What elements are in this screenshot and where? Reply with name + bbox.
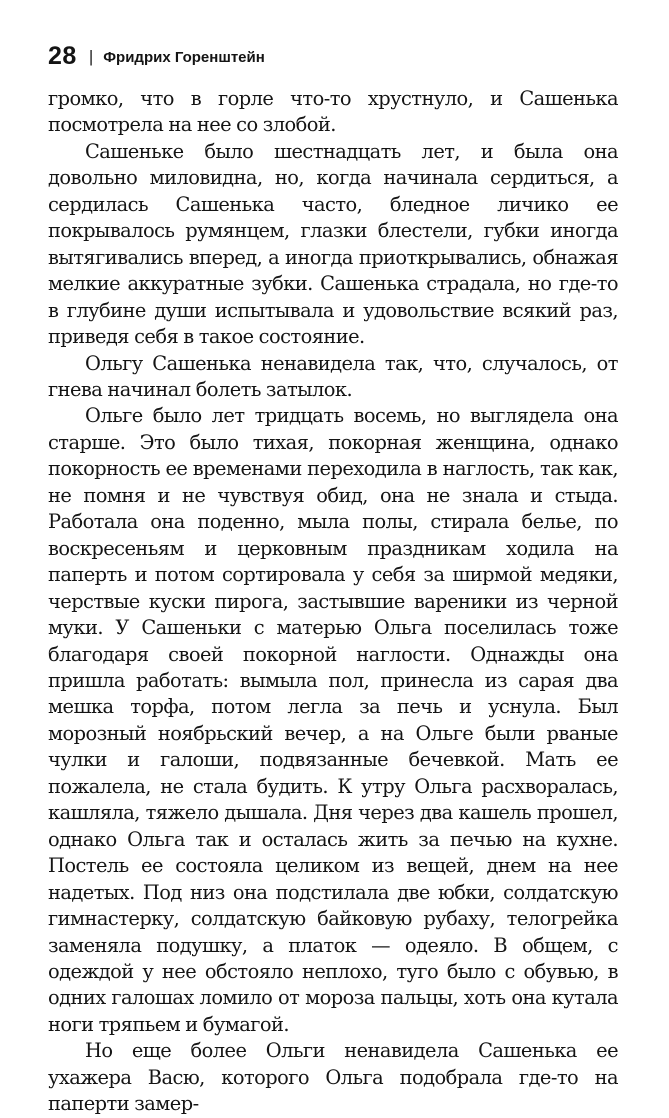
page-number: 28 xyxy=(48,42,77,70)
page-header xyxy=(48,42,265,76)
header-separator: | xyxy=(88,47,94,66)
paragraph: Ольгу Сашенька ненавидела так, что, случалось, от гнева начинал болеть затылок. xyxy=(48,351,618,401)
paragraph: Но еще более Ольги ненавидела Сашенька ее ухажера Васю, которого Ольга подобрала где-то на паперти замер- xyxy=(48,1039,618,1116)
paragraph-continuation: громко, что в горле что-то хрустнуло, и Сашенька посмотрела на нее со злобой. xyxy=(48,87,618,137)
paragraph: Ольге было лет тридцать восемь, но выглядела она старше. Это было тихая, покорная женщина, однако покорность ее временами переходила в наглость, так как, не помня и не чувствуя обид, она не знала и стыда. Работала она поденно, мыла полы, стирала белье, по воскресеньям и церковным праздникам ходила на паперть и потом сортировала у себя за ширмой медяки, черствые куски пирога, застывшие вареники из черной муки. У Сашеньки с матерью Ольга поселилась тоже благодаря своей покорной наглости. Однажды она пришла работать: вымыла пол, принесла из сарая два мешка торфа, потом легла за печь и уснула. Был морозный ноябрьский вечер, а на Ольге были рваные чулки и галоши, подвязанные бечевкой. Мать ее пожалела, не стала будить. К утру Ольга расхворалась, кашляла, тяжело дышала. Дня через два кашель прошел, однако Ольга так и осталась жить за печью на кухне. Постель ее состояла целиком из вещей, днем на нее надетых. Под низ она подстилала две юбки, солдатскую гимнастерку, солдатскую байковую рубаху, телогрейка заменяла подушку, а платок — одеяло. В общем, с одеждой у нее обстояло неплохо, туго было с обувью, в одних галошах ломило от мороза пальцы, хоть она кутала ноги тряпьем и бумагой. xyxy=(48,404,618,1036)
paragraph: Сашеньке было шестнадцать лет, и была она довольно миловидна, но, когда начинала сердиться, а сердилась Сашенька часто, бледное личико ее покрывалось румянцем, глазки блестели, губки иногда вытягивались вперед, а иногда приоткрывались, обнажая мелкие аккуратные зубки. Сашенька страдала, но где-то в глубине души испытывала и удовольствие всякий раз, приведя себя в такое состояние. xyxy=(48,139,618,349)
body-text xyxy=(48,86,618,1118)
running-title: Фридрих Горенштейн xyxy=(103,49,265,66)
